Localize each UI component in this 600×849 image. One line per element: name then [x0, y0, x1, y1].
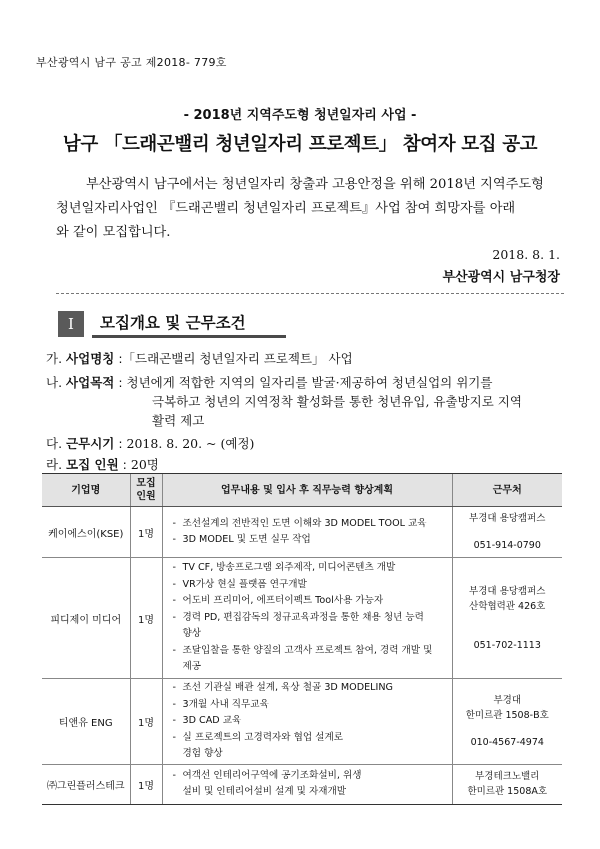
- subtitle: - 2018년 지역주도형 청년일자리 사업 -: [183, 108, 417, 123]
- item-work-period: [46, 434, 254, 452]
- duty-item: - 여객선 인테리어구역에 공기조화설비, 위생 설비 및 인테리어설비 설계 및 자재개발: [172, 769, 362, 797]
- header-count-line1: 모집: [136, 478, 156, 489]
- place-cell: [452, 679, 562, 765]
- duty-item: - TV CF, 방송프로그램 외주제작, 미디어콘텐츠 개발: [172, 562, 396, 574]
- item-text: 2018. 8. 20. ~ (예정): [126, 436, 255, 451]
- count-cell: 1명: [130, 558, 162, 679]
- place-line: 010-4567-4974: [470, 736, 544, 748]
- item-business-purpose: [46, 373, 492, 391]
- section-number-badge: Ⅰ: [58, 311, 84, 337]
- notice-date: 2018. 8. 1.: [492, 247, 560, 262]
- duty-item: - 조달입찰을 통한 양질의 고객사 프로젝트 참여, 경력 개발 및 제공: [172, 644, 433, 673]
- agency-name: 부산광역시 남구청장: [442, 270, 560, 285]
- recruitment-table: [42, 473, 562, 805]
- duties-cell: [162, 507, 452, 558]
- place-line: 051-702-1113: [473, 639, 541, 651]
- item-marker: 라.: [46, 457, 63, 472]
- item-text: 20명: [130, 457, 159, 472]
- intro-paragraph: [56, 173, 564, 245]
- duty-item: - 실 프로젝트의 고경력자와 협업 설계로 경험 향상: [172, 731, 343, 759]
- duty-item: - 3D MODEL 및 도면 실무 작업: [172, 534, 311, 545]
- header-count: [130, 474, 162, 507]
- purpose-continued: 활력 제고: [152, 413, 205, 428]
- count-cell: 1명: [130, 764, 162, 804]
- place-line: 부경대 용당캠퍼스: [469, 513, 546, 524]
- item-label: 사업목적: [66, 375, 115, 390]
- place-line: 한미르관 1508A호: [467, 786, 548, 797]
- duties-cell: [162, 558, 452, 679]
- company-cell: 피디제이 미디어: [42, 558, 130, 679]
- table-row: [42, 558, 562, 679]
- duty-item: - 조선 기관실 배관 설계, 육상 철골 3D MODELING: [172, 682, 393, 693]
- place-line: 051-914-0790: [473, 540, 541, 551]
- header-duties: 업무내용 및 입사 후 직무능력 향상계획: [162, 474, 452, 507]
- duty-item: - 조선설계의 전반적인 도면 이해와 3D MODEL TOOL 교육: [172, 517, 427, 529]
- item-label: 근무시기: [66, 436, 115, 451]
- company-cell: 티앤유 ENG: [42, 679, 130, 765]
- duty-item: - VR가상 현실 플랫폼 연구개발: [172, 578, 307, 590]
- item-text: 청년에게 적합한 지역의 일자리를 발굴·제공하여 청년실업의 위기를: [126, 375, 493, 390]
- duty-item: - 3개월 사내 직무교육: [172, 698, 269, 710]
- section-title: 모집개요 및 근무조건: [92, 309, 286, 338]
- company-cell: 케이에스이(KSE): [42, 507, 130, 558]
- item-sep: :: [118, 457, 127, 472]
- duty-item: - 경력 PD, 편집감독의 정규교육과정을 통한 채용 청년 능력 향상: [172, 611, 424, 640]
- item-recruit-count: [46, 455, 159, 473]
- item-sep: :: [114, 351, 123, 366]
- intro-line: 청년일자리사업인 『드래곤밸리 청년일자리 프로젝트』사업 참여 희망자를 아래: [56, 201, 516, 216]
- place-cell: [452, 558, 562, 679]
- duties-cell: [162, 764, 452, 804]
- place-line: 한미르관 1508-B호: [465, 709, 549, 721]
- page-title: 남구 「드래곤밸리 청년일자리 프로젝트」 참여자 모집 공고: [62, 134, 538, 155]
- count-cell: 1명: [130, 679, 162, 765]
- item-sep: :: [114, 375, 123, 390]
- place-cell: [452, 764, 562, 804]
- item-marker: 가.: [46, 351, 63, 366]
- header-count-line2: 인원: [136, 491, 156, 502]
- notice-number: 부산광역시 남구 공고 제2018- 779호: [36, 56, 227, 69]
- item-label: 모집 인원: [66, 457, 119, 472]
- duties-cell: [162, 679, 452, 765]
- table-header-row: [42, 474, 562, 507]
- intro-line: 부산광역시 남구에서는 청년일자리 창출과 고용안정을 위해 2018년 지역주도형: [86, 177, 544, 192]
- header-company: 기업명: [42, 474, 130, 507]
- place-line: 부경대: [493, 694, 522, 706]
- purpose-continued: 극복하고 청년의 지역정착 활성화를 통한 청년유입, 유출방지로 지역: [152, 394, 522, 409]
- header-place: 근무처: [452, 474, 562, 507]
- place-cell: [452, 507, 562, 558]
- place-line: 부경대 용당캠퍼스: [469, 585, 546, 597]
- intro-line: 와 같이 모집합니다.: [56, 225, 171, 240]
- place-line: 산학협력관 426호: [469, 600, 546, 612]
- duty-item: - 3D CAD 교육: [172, 715, 242, 726]
- company-cell: ㈜그린플러스테크: [42, 764, 130, 804]
- item-marker: 나.: [46, 375, 63, 390]
- item-text: 「드래곤밸리 청년일자리 프로젝트」 사업: [122, 351, 353, 366]
- dashed-divider: [56, 293, 564, 294]
- place-line: 부경테크노밸리: [475, 771, 540, 782]
- duty-item: - 어도비 프리미어, 에프터이펙트 Tool사용 가능자: [172, 595, 384, 607]
- item-sep: :: [114, 436, 123, 451]
- count-cell: 1명: [130, 507, 162, 558]
- item-marker: 다.: [46, 436, 63, 451]
- table-row: [42, 507, 562, 558]
- item-label: 사업명칭: [66, 351, 115, 366]
- table-row: [42, 764, 562, 804]
- item-business-name: [46, 349, 353, 367]
- table-row: [42, 679, 562, 765]
